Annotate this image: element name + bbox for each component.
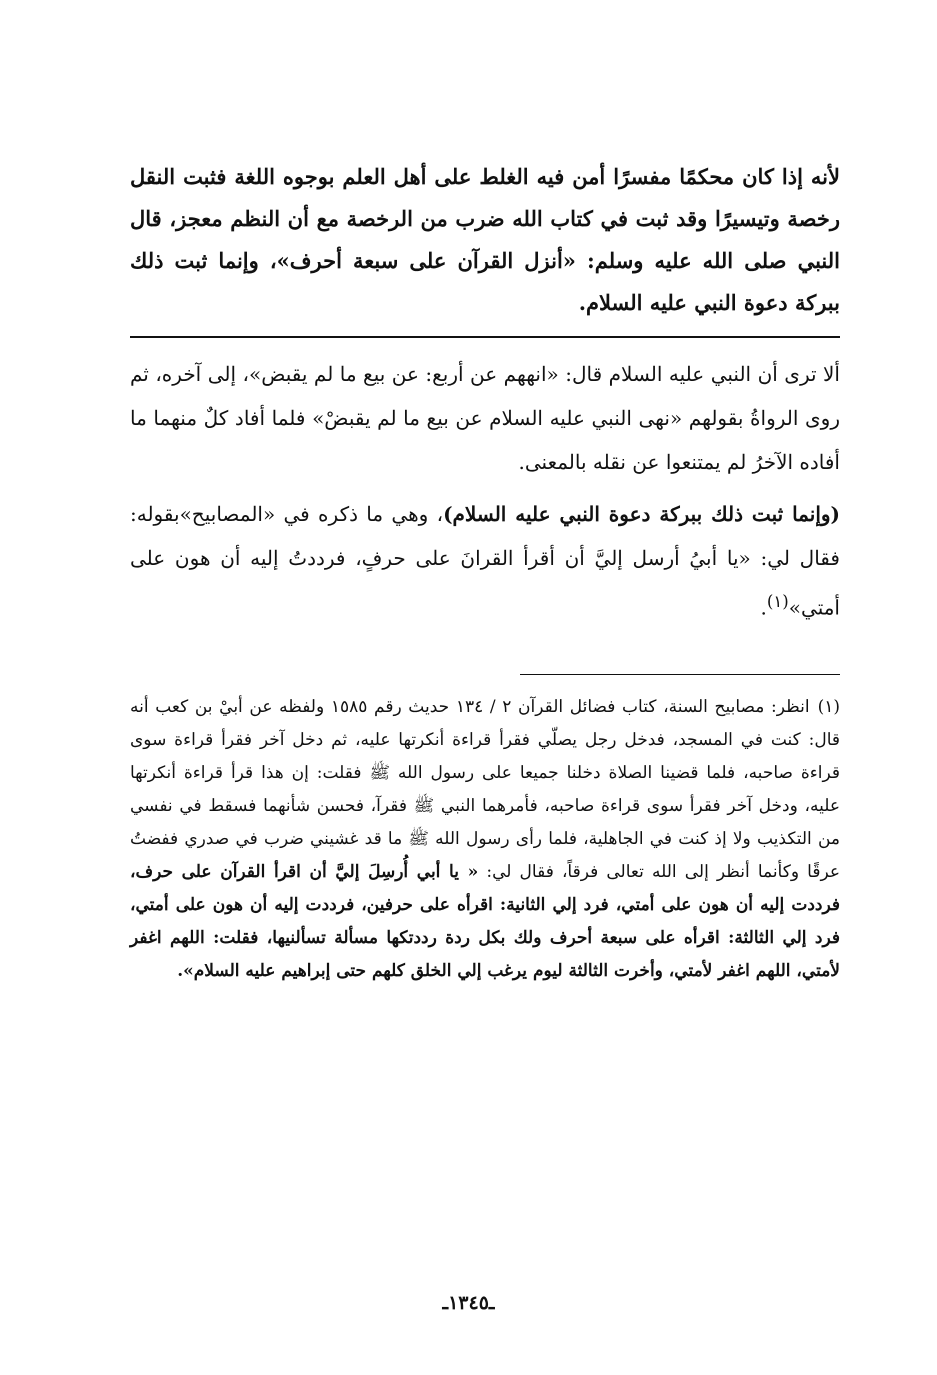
footnote-hadith-quote: « يا أبي أُرسِلَ إليَّ أن اقرأ القرآن على حرف، فرددت إليه أن هون على أمتي، فرد إلي الثانية: اقرأه على حرفين، فرددت إليه أن هون على أمتي، فرد إلي الثالثة: اقرأه على سبعة أحرف ولك بكل ردة رددتكها مسألة تسألنيها، فقلت: اللهم اغفر لأمتي، اللهم اغفر لأمتي، وأخرت الثالثة ليوم يرغب إلي الخلق كلهم حتى إبراهيم عليه السلام». [130,861,840,981]
footnote-reference: (١) [766,592,789,611]
commentary-paragraph-1: ألا ترى أن النبي عليه السلام قال: «انههم عن أربع: عن بيع ما لم يقبض»، إلى آخره، ثم روى الرواةُ بقولهم «نهى النبي عليه السلام عن بيع ما لم يقبضْ» فلما أفاد كلٌ منهما ما أفاده الآخرُ لم يمتنعوا عن نقله بالمعنى. [130,362,840,474]
page-body [130,150,840,988]
commentary-end: . [760,595,767,620]
commentary-paragraph-2 [130,492,840,630]
footnote-number: (١) [817,696,840,717]
commentary-text: ، وهي ما ذكره في «المصابيح»بقوله: فقال لي: «يا أبيُ أرسل إليَّ أن أقرأ القرانَ على حرفٍ، فرددتُ إليه أن هون على أمتي» [130,502,840,620]
page-number: ـ١٣٤٥ـ [442,1292,495,1314]
main-text: لأنه إذا كان محكمًا مفسرًا أمن فيه الغلط على أهل العلم بوجوه اللغة فثبت النقل رخصة وتيسيرًا وقد ثبت في كتاب الله ضرب من الرخصة مع أن النظم معجز، قال النبي صلى الله عليه وسلم: «أنزل القرآن على سبعة أحرف»، وإنما ثبت ذلك ببركة دعوة النبي عليه السلام. [130,164,840,315]
footnote-divider [520,674,840,675]
footnote [130,691,840,988]
footnote-text: انظر: مصابيح السنة، كتاب فضائل القرآن ٢ / ١٣٤ حديث رقم ١٥٨٥ ولفظه عن أبيْ بن كعب أنه قال: كنت في المسجد، فدخل رجل يصلّي فقرأ قراءة أنكرتها عليه، ثم دخل آخر فقرأ قراءة سوى قراءة صاحبه، فلما قضينا الصلاة دخلنا جميعا على رسول الله ﷺ فقلت: إن هذا قرأ قراءة أنكرتها عليه، ودخل آخر فقرأ سوى قراءة صاحبه، فأمرهما النبي ﷺ فقرآ، فحسن شأنهما فسقط في نفسي من التكذيب ولا إذ كنت في الجاهلية، فلما رأى رسول الله ﷺ ما قد غشيني ضرب في صدري ففضتُ عرقًا وكأنما أنظر إلى الله تعالى فرقاً، فقال لي: [130,696,840,882]
section-divider [130,336,840,338]
quoted-phrase: (وإنما ثبت ذلك ببركة دعوة النبي عليه السلام) [443,502,840,526]
